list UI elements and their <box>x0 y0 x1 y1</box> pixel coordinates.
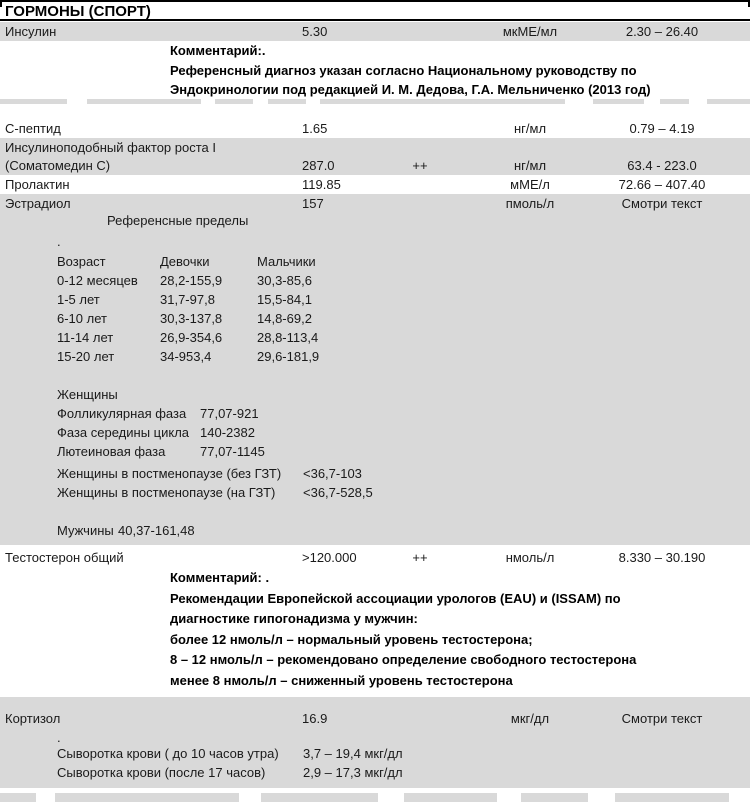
comment-line: Рекомендации Европейской ассоциации урологов (EAU) и (ISSAM) по <box>170 590 621 606</box>
comment-line: Комментарий: . <box>170 570 270 585</box>
lab-row-c-peptide <box>0 119 750 138</box>
units: нг/мл <box>513 121 547 136</box>
serum-row: Сыворотка крови ( до 10 часов утра) 3,7 – 19,4 мкг/дл <box>57 746 403 761</box>
section-title: ГОРМОНЫ (СПОРТ) <box>0 2 750 21</box>
comment-line: менее 8 нмоль/л – сниженный уровень тестостерона <box>170 672 513 688</box>
postmenopause-row: Женщины в постменопаузе (без ГЗТ) <36,7-103 <box>57 466 362 481</box>
estradiol-block <box>0 194 750 545</box>
units: пмоль/л <box>505 196 555 211</box>
comment-line: диагностике гипогонадизма у мужчин: <box>170 611 418 627</box>
reference-range: 63.4 - 223.0 <box>627 158 697 173</box>
units: мМЕ/л <box>510 177 550 192</box>
comment-line: 8 – 12 нмоль/л – рекомендовано определение свободного тестостерона <box>170 652 637 668</box>
women-row: Фолликулярная фаза 77,07-921 <box>57 406 259 421</box>
men-row <box>57 521 278 540</box>
age-table-row: 15-20 лет 34-953,4 29,6-181,9 <box>57 349 320 364</box>
col-age: Возраст <box>57 254 106 269</box>
lab-row-igf1 <box>0 138 750 175</box>
insulin-comment <box>170 41 651 100</box>
reference-range: 2.30 – 26.40 <box>625 24 699 39</box>
col-boys: Мальчики <box>257 254 316 269</box>
women-title-row <box>57 385 360 404</box>
analyte-name: Пролактин <box>5 177 70 192</box>
comment-line: более 12 нмоль/л – нормальный уровень тестостерона; <box>170 631 533 647</box>
analyte-name: Инсулин <box>5 24 57 39</box>
units: мкг/дл <box>510 711 550 726</box>
result-flag: ++ <box>412 550 428 565</box>
reference-range: 0.79 – 4.19 <box>629 121 695 136</box>
analyte-name <box>0 139 250 175</box>
result-value: 119.85 <box>302 177 341 192</box>
men-value: 40,37-161,48 <box>118 523 195 538</box>
result-value: 1.65 <box>302 121 328 136</box>
serum-row: Сыворотка крови (после 17 часов) 2,9 – 17,3 мкг/дл <box>57 764 403 780</box>
analyte-name: Кортизол <box>5 711 61 726</box>
serum-reference <box>57 745 503 782</box>
women-row: Фаза середины цикла 140-2382 <box>57 425 255 440</box>
men-reference <box>57 521 278 540</box>
analyte-name: Эстрадиол <box>5 196 71 211</box>
separator-strip <box>0 99 750 104</box>
analyte-name: Тестостерон общий <box>5 550 124 565</box>
age-reference-table <box>57 252 387 366</box>
age-table-row: 6-10 лет 30,3-137,8 14,8-69,2 <box>57 311 312 326</box>
women-reference <box>57 385 360 461</box>
postmenopause-row: Женщины в постменопаузе (на ГЗТ) <36,7-528,5 <box>57 485 373 500</box>
reference-range: 8.330 – 30.190 <box>618 550 706 565</box>
units: нмоль/л <box>505 550 555 565</box>
postmenopause-reference <box>57 464 463 502</box>
women-title: Женщины <box>57 387 118 402</box>
result-value: 16.9 <box>302 711 328 726</box>
analyte-name-line2: (Соматомедин С) <box>5 158 111 173</box>
col-girls: Девочки <box>160 254 210 269</box>
lab-row-cortisol <box>0 709 750 728</box>
result-value: >120.000 <box>302 550 357 565</box>
age-table-header <box>57 252 387 271</box>
women-row: Лютеиновая фаза 77,07-1145 <box>57 444 265 459</box>
cortisol-block <box>0 697 750 788</box>
reference-subtitle: Референсные пределы <box>107 213 249 228</box>
age-table-row: 0-12 месяцев 28,2-155,9 30,3-85,6 <box>57 273 312 288</box>
analyte-name-line1: Инсулиноподобный фактор роста I <box>5 140 216 155</box>
result-value: 287.0 <box>302 158 335 173</box>
comment-line: Комментарий:. <box>170 43 266 58</box>
lab-row-prolactin <box>0 175 750 194</box>
reference-range: Смотри текст <box>621 711 703 726</box>
comment-line: Эндокринологии под редакцией И. М. Дедова, Г.А. Мельниченко (2013 год) <box>170 82 651 97</box>
testosterone-comment <box>170 568 636 692</box>
lab-row-testosterone <box>0 548 750 567</box>
dot-line: . <box>57 730 61 745</box>
dot-line: . <box>57 234 61 249</box>
result-flag: ++ <box>412 158 428 173</box>
reference-range: Смотри текст <box>621 196 703 211</box>
analyte-name: С-пептид <box>5 121 61 136</box>
result-value: 157 <box>302 196 324 211</box>
units: мкМЕ/мл <box>502 24 558 39</box>
age-table-row: 1-5 лет 31,7-97,8 15,5-84,1 <box>57 292 312 307</box>
result-value: 5.30 <box>302 24 328 39</box>
age-table-row: 11-14 лет 26,9-354,6 28,8-113,4 <box>57 330 319 345</box>
comment-line: Референсный диагноз указан согласно Национальному руководству по <box>170 62 637 78</box>
reference-range: 72.66 – 407.40 <box>618 177 706 192</box>
bottom-strip <box>0 793 750 802</box>
men-label: Мужчины <box>57 523 114 538</box>
units: нг/мл <box>513 158 547 173</box>
lab-row-insulin <box>0 22 750 41</box>
